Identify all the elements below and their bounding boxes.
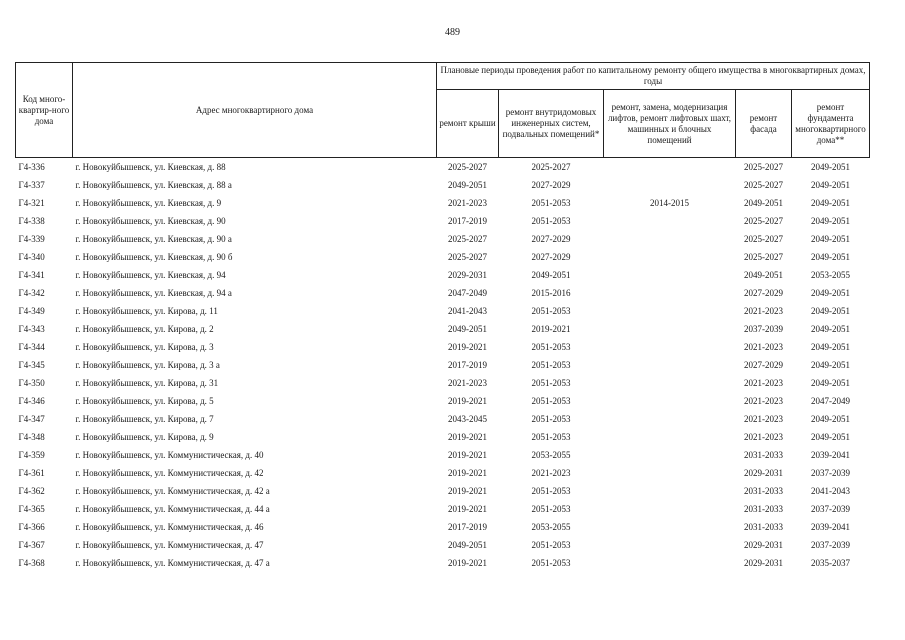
cell-roof: 2019-2021 (448, 432, 487, 442)
table-row (16, 302, 870, 320)
cell-code: Г4-341 (18, 270, 45, 280)
cell-foundation: 2049-2051 (811, 378, 850, 388)
cell-code: Г4-342 (18, 288, 45, 298)
cell-foundation: 2049-2051 (811, 306, 850, 316)
cell-elevators (604, 212, 736, 230)
cell-elevators (604, 284, 736, 302)
header-foundation: ремонт фундамента многоквартирного дома** (792, 90, 870, 158)
table-row (16, 284, 870, 302)
cell-code: Г4-347 (18, 414, 45, 424)
cell-address: г. Новокуйбышевск, ул. Киевская, д. 90 а (75, 234, 232, 244)
cell-elevators (604, 230, 736, 248)
cell-address: г. Новокуйбышевск, ул. Киевская, д. 90 б (75, 252, 233, 262)
cell-foundation: 2049-2051 (811, 360, 850, 370)
cell-roof: 2049-2051 (448, 324, 487, 334)
cell-elevators (604, 248, 736, 266)
cell-roof: 2047-2049 (448, 288, 487, 298)
cell-address: г. Новокуйбышевск, ул. Киевская, д. 9 (75, 198, 222, 208)
cell-elevators: 2014-2015 (650, 198, 689, 208)
table-row (16, 212, 870, 230)
table-body (16, 158, 870, 573)
cell-code: Г4-366 (18, 522, 45, 532)
cell-roof: 2019-2021 (448, 486, 487, 496)
cell-engineering: 2051-2053 (531, 198, 571, 208)
table-header (16, 63, 870, 158)
cell-roof: 2025-2027 (448, 234, 487, 244)
cell-address: г. Новокуйбышевск, ул. Коммунистическая, д. 42 (75, 468, 264, 478)
cell-address: г. Новокуйбышевск, ул. Киевская, д. 94 а (75, 288, 232, 298)
header-facade: ремонт фасада (736, 90, 792, 158)
cell-address: г. Новокуйбышевск, ул. Киевская, д. 90 (75, 216, 226, 226)
cell-foundation: 2049-2051 (811, 414, 850, 424)
cell-code: Г4-336 (18, 162, 45, 172)
cell-roof: 2017-2019 (448, 522, 487, 532)
cell-elevators (604, 266, 736, 284)
cell-engineering: 2051-2053 (531, 414, 571, 424)
cell-facade: 2037-2039 (744, 324, 783, 334)
table-row (16, 338, 870, 356)
cell-engineering: 2051-2053 (531, 216, 571, 226)
cell-engineering: 2051-2053 (531, 360, 571, 370)
cell-code: Г4-344 (18, 342, 45, 352)
cell-engineering: 2053-2055 (531, 450, 571, 460)
cell-roof: 2019-2021 (448, 558, 487, 568)
table-row (16, 356, 870, 374)
cell-facade: 2027-2029 (744, 360, 783, 370)
cell-engineering: 2027-2029 (531, 180, 571, 190)
cell-engineering: 2051-2053 (531, 486, 571, 496)
cell-foundation: 2037-2039 (811, 504, 850, 514)
cell-facade: 2021-2023 (744, 396, 783, 406)
cell-facade: 2025-2027 (744, 162, 783, 172)
cell-roof: 2019-2021 (448, 342, 487, 352)
cell-address: г. Новокуйбышевск, ул. Киевская, д. 88 (75, 162, 226, 172)
cell-foundation: 2037-2039 (811, 540, 850, 550)
cell-address: г. Новокуйбышевск, ул. Киевская, д. 94 (75, 270, 226, 280)
table-row (16, 266, 870, 284)
table-row (16, 176, 870, 194)
cell-facade: 2029-2031 (744, 468, 783, 478)
cell-elevators (604, 500, 736, 518)
cell-code: Г4-346 (18, 396, 45, 406)
cell-foundation: 2041-2043 (811, 486, 850, 496)
table-row (16, 518, 870, 536)
cell-foundation: 2039-2041 (811, 522, 850, 532)
cell-foundation: 2049-2051 (811, 162, 850, 172)
cell-elevators (604, 482, 736, 500)
cell-engineering: 2051-2053 (531, 504, 571, 514)
cell-code: Г4-359 (18, 450, 45, 460)
cell-facade: 2027-2029 (744, 288, 783, 298)
cell-code: Г4-368 (18, 558, 45, 568)
table-row (16, 446, 870, 464)
cell-roof: 2025-2027 (448, 162, 487, 172)
cell-roof: 2025-2027 (448, 252, 487, 262)
header-roof: ремонт крыши (437, 90, 499, 158)
header-address: Адрес многоквартирного дома (73, 63, 437, 158)
cell-facade: 2021-2023 (744, 342, 783, 352)
cell-facade: 2029-2031 (744, 558, 783, 568)
cell-engineering: 2019-2021 (531, 324, 571, 334)
table-row (16, 500, 870, 518)
cell-address: г. Новокуйбышевск, ул. Кирова, д. 3 а (75, 360, 220, 370)
cell-facade: 2025-2027 (744, 252, 783, 262)
table-row (16, 482, 870, 500)
cell-address: г. Новокуйбышевск, ул. Коммунистическая, д. 40 (75, 450, 264, 460)
cell-foundation: 2049-2051 (811, 180, 850, 190)
cell-elevators (604, 374, 736, 392)
cell-elevators (604, 320, 736, 338)
cell-address: г. Новокуйбышевск, ул. Кирова, д. 2 (75, 324, 214, 334)
cell-facade: 2021-2023 (744, 306, 783, 316)
cell-address: г. Новокуйбышевск, ул. Коммунистическая, д. 46 (75, 522, 264, 532)
cell-elevators (604, 554, 736, 572)
table-row (16, 464, 870, 482)
cell-elevators (604, 428, 736, 446)
cell-elevators (604, 158, 736, 177)
cell-code: Г4-365 (18, 504, 45, 514)
cell-facade: 2021-2023 (744, 414, 783, 424)
cell-address: г. Новокуйбышевск, ул. Кирова, д. 3 (75, 342, 214, 352)
cell-facade: 2031-2033 (744, 450, 783, 460)
cell-roof: 2019-2021 (448, 450, 487, 460)
cell-roof: 2049-2051 (448, 540, 487, 550)
cell-foundation: 2049-2051 (811, 234, 850, 244)
cell-address: г. Новокуйбышевск, ул. Коммунистическая, д. 47 а (75, 558, 270, 568)
capital-repair-table (15, 62, 870, 572)
cell-facade: 2025-2027 (744, 216, 783, 226)
cell-foundation: 2047-2049 (811, 396, 850, 406)
cell-engineering: 2021-2023 (531, 468, 571, 478)
cell-elevators (604, 464, 736, 482)
cell-engineering: 2049-2051 (531, 270, 571, 280)
cell-foundation: 2049-2051 (811, 252, 850, 262)
cell-code: Г4-340 (18, 252, 45, 262)
cell-roof: 2021-2023 (448, 198, 487, 208)
cell-address: г. Новокуйбышевск, ул. Коммунистическая, д. 44 а (75, 504, 270, 514)
cell-roof: 2019-2021 (448, 504, 487, 514)
cell-engineering: 2051-2053 (531, 342, 571, 352)
cell-foundation: 2049-2051 (811, 324, 850, 334)
cell-code: Г4-339 (18, 234, 45, 244)
cell-foundation: 2049-2051 (811, 198, 850, 208)
cell-address: г. Новокуйбышевск, ул. Кирова, д. 5 (75, 396, 214, 406)
cell-facade: 2049-2051 (744, 270, 783, 280)
header-planned-periods: Плановые периоды проведения работ по капитальному ремонту общего имущества в многоквартирных домах, годы (437, 63, 870, 90)
cell-elevators (604, 302, 736, 320)
table-row (16, 194, 870, 212)
cell-engineering: 2051-2053 (531, 378, 571, 388)
cell-code: Г4-349 (18, 306, 45, 316)
cell-facade: 2029-2031 (744, 540, 783, 550)
table-row (16, 374, 870, 392)
cell-facade: 2031-2033 (744, 504, 783, 514)
cell-address: г. Новокуйбышевск, ул. Киевская, д. 88 а (75, 180, 232, 190)
cell-facade: 2049-2051 (744, 198, 783, 208)
header-elevators: ремонт, замена, модернизация лифтов, ремонт лифтовых шахт, машинных и блочных помещений (604, 90, 736, 158)
cell-engineering: 2051-2053 (531, 558, 571, 568)
header-engineering: ремонт внутридомовых инженерных систем, подвальных помещений* (499, 90, 604, 158)
cell-code: Г4-361 (18, 468, 45, 478)
cell-code: Г4-321 (18, 198, 45, 208)
cell-roof: 2029-2031 (448, 270, 487, 280)
table-row (16, 320, 870, 338)
table-row (16, 248, 870, 266)
cell-code: Г4-348 (18, 432, 45, 442)
table-row (16, 410, 870, 428)
cell-foundation: 2037-2039 (811, 468, 850, 478)
table-row (16, 392, 870, 410)
cell-roof: 2019-2021 (448, 468, 487, 478)
cell-code: Г4-338 (18, 216, 45, 226)
cell-elevators (604, 446, 736, 464)
cell-elevators (604, 392, 736, 410)
cell-code: Г4-362 (18, 486, 45, 496)
table-row (16, 428, 870, 446)
cell-roof: 2019-2021 (448, 396, 487, 406)
cell-elevators (604, 176, 736, 194)
header-code: Код много-квартир-ного дома (16, 63, 73, 158)
table-row (16, 536, 870, 554)
cell-engineering: 2053-2055 (531, 522, 571, 532)
cell-elevators (604, 356, 736, 374)
cell-foundation: 2049-2051 (811, 342, 850, 352)
cell-engineering: 2051-2053 (531, 396, 571, 406)
cell-facade: 2025-2027 (744, 180, 783, 190)
cell-elevators (604, 536, 736, 554)
cell-facade: 2031-2033 (744, 486, 783, 496)
cell-address: г. Новокуйбышевск, ул. Кирова, д. 31 (75, 378, 219, 388)
cell-roof: 2017-2019 (448, 216, 487, 226)
cell-address: г. Новокуйбышевск, ул. Кирова, д. 9 (75, 432, 214, 442)
table-row (16, 158, 870, 177)
cell-engineering: 2027-2029 (531, 234, 571, 244)
cell-facade: 2021-2023 (744, 432, 783, 442)
cell-address: г. Новокуйбышевск, ул. Кирова, д. 7 (75, 414, 214, 424)
cell-foundation: 2039-2041 (811, 450, 850, 460)
cell-code: Г4-337 (18, 180, 45, 190)
cell-engineering: 2051-2053 (531, 432, 571, 442)
table-row (16, 230, 870, 248)
cell-address: г. Новокуйбышевск, ул. Коммунистическая, д. 42 а (75, 486, 270, 496)
cell-facade: 2025-2027 (744, 234, 783, 244)
cell-address: г. Новокуйбышевск, ул. Коммунистическая, д. 47 (75, 540, 264, 550)
table-row (16, 554, 870, 572)
cell-code: Г4-367 (18, 540, 45, 550)
cell-elevators (604, 410, 736, 428)
cell-foundation: 2035-2037 (811, 558, 850, 568)
cell-engineering: 2025-2027 (531, 162, 571, 172)
cell-facade: 2021-2023 (744, 378, 783, 388)
cell-foundation: 2049-2051 (811, 432, 850, 442)
cell-code: Г4-343 (18, 324, 45, 334)
cell-engineering: 2051-2053 (531, 306, 571, 316)
cell-foundation: 2049-2051 (811, 216, 850, 226)
cell-facade: 2031-2033 (744, 522, 783, 532)
cell-code: Г4-345 (18, 360, 45, 370)
cell-address: г. Новокуйбышевск, ул. Кирова, д. 11 (75, 306, 218, 316)
cell-roof: 2017-2019 (448, 360, 487, 370)
cell-engineering: 2027-2029 (531, 252, 571, 262)
page-number: 489 (445, 27, 460, 38)
cell-code: Г4-350 (18, 378, 45, 388)
cell-engineering: 2051-2053 (531, 540, 571, 550)
cell-elevators (604, 518, 736, 536)
cell-roof: 2021-2023 (448, 378, 487, 388)
cell-roof: 2049-2051 (448, 180, 487, 190)
cell-roof: 2043-2045 (448, 414, 487, 424)
cell-foundation: 2049-2051 (811, 288, 850, 298)
cell-roof: 2041-2043 (448, 306, 487, 316)
cell-foundation: 2053-2055 (811, 270, 850, 280)
cell-elevators (604, 338, 736, 356)
cell-engineering: 2015-2016 (531, 288, 571, 298)
